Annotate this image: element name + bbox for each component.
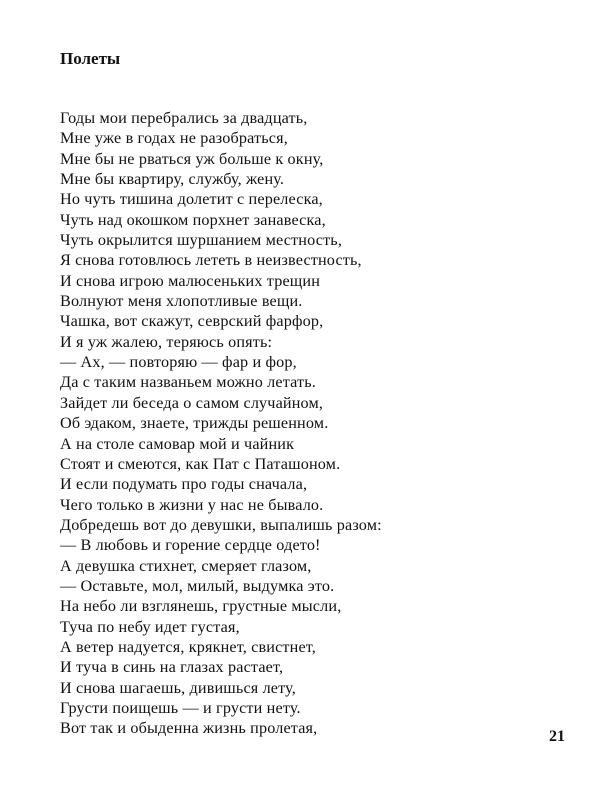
poem-line: Туча по небу идет густая, [60,617,240,636]
poem-line: И я уж жалею, теряюсь опять: [60,332,273,351]
poem-line: И если подумать про годы сначала, [60,475,308,494]
poem-line: — Ах, — повторяю — фар и фор, [60,353,297,372]
poem-line: А девушка стихнет, смеряет глазом, [60,556,312,575]
poem-line: — Оставьте, мол, милый, выдумка это. [60,576,335,595]
poem-line: Добредешь вот до девушки, выпалишь разом: [60,515,382,534]
poem-line: А на столе самовар мой и чайник [60,434,295,453]
poem-line: Чашка, вот скажут, севрский фарфор, [60,312,324,331]
poem-line: Чуть окрылится шуршанием местность, [60,231,343,250]
poem-line: А ветер надуется, крякнет, свистнет, [60,637,316,656]
poem-line: Стоят и смеются, как Пат с Паташоном. [60,454,341,473]
page-number: 21 [549,728,565,745]
poem-title: Полеты [60,49,121,68]
poem-line: И туча в синь на глазах растает, [60,658,284,677]
poem-line: И снова шагаешь, дивишься лету, [60,678,296,697]
poem-line: На небо ли взглянешь, грустные мысли, [60,597,342,616]
poem-line: — В любовь и горение сердце одето! [60,536,321,555]
poem-line: Мне бы не рваться уж больше к окну, [60,149,324,168]
poem-line: Мне бы квартиру, службу, жену. [60,170,285,189]
poem-line: Я снова готовлюсь лететь в неизвестность, [60,251,362,270]
poem-line: Годы мои перебрались за двадцать, [60,109,308,127]
poem-line: Вот так и обыденна жизнь пролетая, [60,719,318,738]
poem-line: И снова игрою малюсеньких трещин [60,271,321,290]
poem-line: Да с таким названьем можно летать. [60,373,316,392]
poem-line: Зайдет ли беседа о самом случайном, [60,393,324,412]
poem-line: Грусти поищешь — и грусти нету. [60,698,301,717]
poem-line: Но чуть тишина долетит с перелеска, [60,190,323,209]
poem-line: Чуть над окошком порхнет занавеска, [60,210,326,229]
poem-line: Об эдаком, знаете, трижды решенном. [60,414,329,433]
poem-line: Волнуют меня хлопотливые вещи. [60,292,303,311]
poem-line: Мне уже в годах не разобраться, [60,129,288,148]
poem-line: Чего только в жизни у нас не бывало. [60,495,324,514]
poem-body [60,108,382,739]
